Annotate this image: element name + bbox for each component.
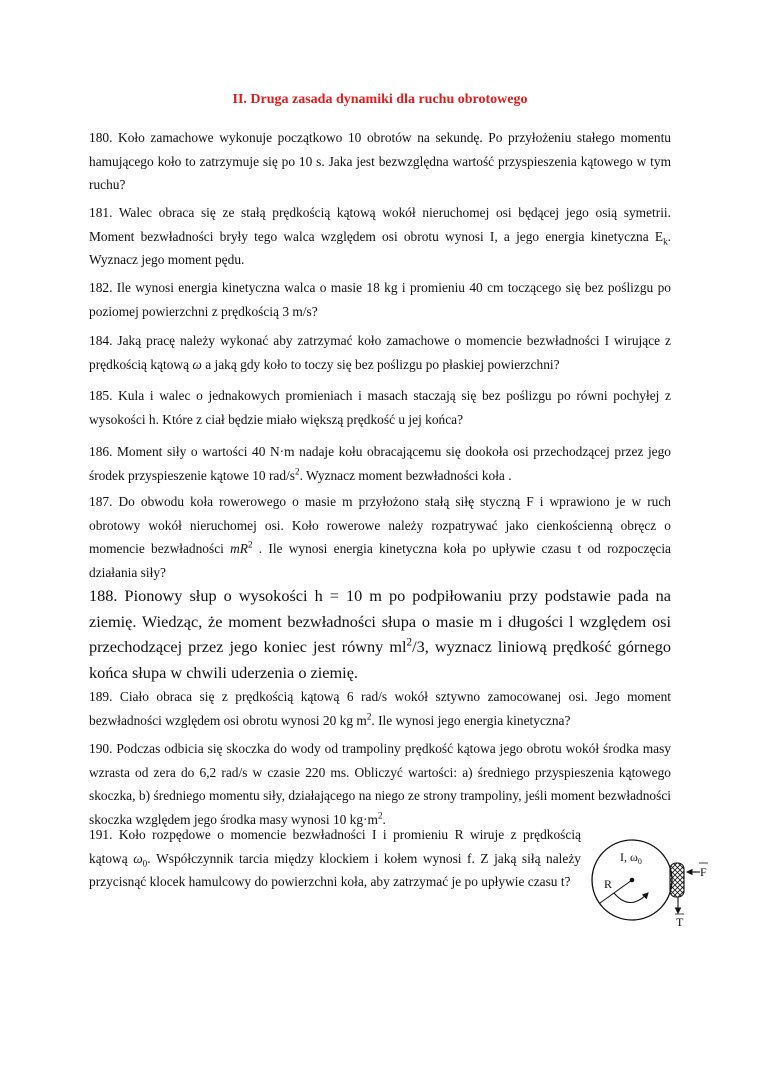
problem-182: 182. Ile wynosi energia kinetyczna walca o masie 18 kg i promieniu 40 cm toczącego się bez poślizgu po poziomej powierzchni z prędkością 3 m/s?	[89, 280, 671, 319]
page-title: II. Druga zasada dynamiki dla ruchu obrotowego	[232, 92, 528, 107]
flywheel-diagram	[590, 830, 720, 935]
problem-191: 191. Koło rozpędowe o momencie bezwładności I i promieniu R wiruje z prędkością kątową $\omega_0$. Współczynnik tarcia między klockiem i kołem wynosi f. Z jaką siłą należy przycisnąć klocek hamulcowy do powierzchni koła, aby zatrzymać je po upływie czasu t?	[89, 827, 581, 889]
problem-181: 181. Walec obraca się ze stałą prędkością kątową wokół nieruchomej osi będącej jego osią symetrii. Moment bezwładności bryły tego walca względem osi obrotu wynosi I, a jego energia kinetyczna $E_k$. Wyznacz jego moment pędu.	[89, 205, 671, 267]
problem-189: 189. Ciało obraca się z prędkością kątową 6 rad/s wokół sztywno zamocowanej osi. Jego moment bezwładności względem osi obrotu wynosi 20 kg $m^2$. Ile wynosi jego energia kinetyczna?	[89, 689, 671, 728]
brake-block	[670, 863, 684, 897]
problem-190: 190. Podczas odbicia się skoczka do wody od trampoliny prędkość kątowa jego obrotu wokół środka masy wzrasta od zera do 6,2 rad/s w czasie 220 ms. Obliczyć wartości: a) średniego przyspieszenia kątowego skoczka, b) średniego momentu siły, działającego na niego ze strony trampoliny, jeśli moment bezwładności skoczka względem jego środka masy wynosi 10 $kg\cdot m^2$.	[89, 741, 671, 827]
flywheel-figure	[590, 830, 720, 935]
problem-185: 185. Kula i walec o jednakowych promieniach i masach staczają się bez poślizgu po równi pochyłej z wysokości h. Które z ciał będzie miało większą prędkość u jej końca?	[89, 388, 671, 427]
tension-label: T	[676, 915, 684, 929]
problem-186: 186. Moment siły o wartości 40 N·m nadaje kołu obracającemu się dookoła osi przechodzącej przez jego środek przyspieszenie kątowe 10 rad/$s^2$. Wyznacz moment bezwładności koła .	[89, 444, 671, 483]
problem-180: 180. Koło zamachowe wykonuje początkowo 10 obrotów na sekundę. Po przyłożeniu stałego momentu hamującego koło to zatrzymuje się po 10 s. Jaka jest bezwzględna wartość przyspieszenia kątowego w tym ruchu?	[89, 130, 671, 192]
problem-187: 187. Do obwodu koła rowerowego o masie m przyłożono stałą siłę styczną F i wprawiono je w ruch obrotowy wokół nieruchomej osi. Koło rowerowe należy rozpatrywać jako cienkościenną obręcz o momencie bezwładności $mR^2$ . Ile wynosi energia kinetyczna koła po upływie czasu t od rozpoczęcia działania siły?	[89, 494, 671, 580]
radius-label: R	[604, 877, 613, 891]
omega-symbol: ω	[192, 356, 202, 372]
rotation-arrow	[614, 893, 648, 903]
problem-184: 184. Jaką pracę należy wykonać aby zatrzymać koło zamachowe o momencie bezwładności I wirujące z prędkością kątową ω a jaką gdy koło to toczy się bez poślizgu po płaskiej powierzchni?	[89, 333, 671, 372]
problem-188: 188. Pionowy słup o wysokości h = 10 m po podpiłowaniu przy podstawie pada na ziemię. Wiedząc, że moment bezwładności słupa o masie m i długości l względem osi przechodzącej przez jego koniec jest równy $ml^2/3$, wyznacz liniową prędkość górnego końca słupa w chwili uderzenia o ziemię.	[89, 586, 671, 682]
force-label: F	[700, 865, 707, 879]
inertia-label: I, $\omega_0$	[620, 850, 642, 866]
formula-mr2: $mR^2$	[230, 539, 253, 556]
